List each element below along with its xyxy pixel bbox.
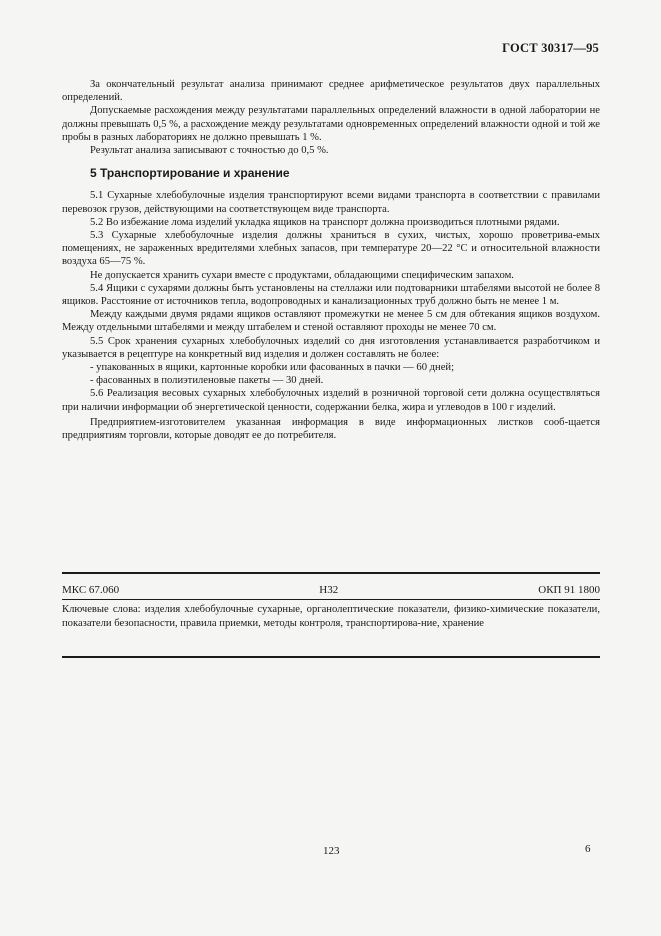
- list-item: - упакованных в ящики, картонные коробки или фасованных в пачки — 60 дней;: [90, 362, 455, 374]
- paragraph: Допускаемые расхождения между результатами параллельных определений влажности в одной лаборатории не должны превышать 0,5 %, а расхождение между результатами одновременных определений влажности одной и той же пробы в разных лабораториях не должно превышать 1 %.: [62, 105, 600, 143]
- mks-code: МКС 67.060: [62, 584, 120, 596]
- paragraph: Между каждыми двумя рядами ящиков оставляют промежутки не менее 5 см для обтекания ящиков воздухом. Между отдельными штабелями и между штабелем и стеной оставляют проходы не менее 70 см.: [62, 309, 600, 334]
- page-number: 123: [323, 845, 340, 857]
- divider: [62, 599, 600, 600]
- paragraph: Результат анализа записывают с точностью до 0,5 %.: [90, 145, 329, 157]
- divider: [62, 656, 600, 658]
- paragraph: Не допускается хранить сухари вместе с продуктами, обладающими специфическим запахом.: [90, 269, 514, 281]
- document-code: ГОСТ 30317—95: [502, 41, 599, 55]
- list-item: - фасованных в полиэтиленовые пакеты — 30 дней.: [90, 375, 324, 387]
- divider: [62, 572, 600, 574]
- n-code: Н32: [319, 584, 339, 596]
- paragraph: 5.5 Срок хранения сухарных хлебобулочных изделий со дня изготовления устанавливается разработчиком и указывается в рецептуре на конкретный вид изделия и должен составлять не более:: [62, 335, 600, 360]
- section-title: 5 Транспортирование и хранение: [90, 166, 290, 181]
- paragraph: Предприятием-изготовителем указанная информация в виде информационных листков сооб-щается предприятиям торговли, которые доводят ее до потребителя.: [62, 416, 600, 442]
- okp-code: ОКП 91 1800: [538, 584, 600, 596]
- keywords-text: Ключевые слова: изделия хлебобулочные сухарные, органолептические показатели, физико-химические показатели, показатели безопасности, правила приемки, методы контроля, транспортирова-ние, хранение: [62, 604, 600, 629]
- paragraph: 5.2 Во избежание лома изделий укладка ящиков на транспорт должна производиться плотными рядами.: [90, 216, 560, 228]
- paragraph: 5.1 Сухарные хлебобулочные изделия транспортируют всеми видами транспорта в соответствии с правилами перевозок грузов, действующими на соответствующем виде транспорта.: [62, 190, 600, 215]
- paragraph: За окончательный результат анализа принимают среднее арифметическое результатов двух параллельных определений.: [62, 79, 600, 104]
- paragraph: 5.3 Сухарные хлебобулочные изделия должны храниться в сухих, чистых, хорошо проветрива-емых помещениях, не зараженных вредителями хлебных запасов, при температуре 20—22 °С и относительной влажности воздуха 65—75 %.: [62, 230, 600, 268]
- paragraph: 5.4 Ящики с сухарями должны быть установлены на стеллажи или подтоварники штабелями высотой не более 8 ящиков. Расстояние от источников тепла, водопроводных и канализационных труб должно быть не менее 1 м.: [62, 282, 600, 308]
- body-text: [62, 78, 600, 442]
- keywords: [62, 603, 600, 631]
- classification-codes: [62, 584, 600, 596]
- side-number: 6: [585, 843, 591, 855]
- paragraph: 5.6 Реализация весовых сухарных хлебобулочных изделий в розничной торговой сети должна осуществляться при наличии информации об энергетической ценности, содержании белка, жира и углеводов в 100 г изделий.: [62, 388, 600, 413]
